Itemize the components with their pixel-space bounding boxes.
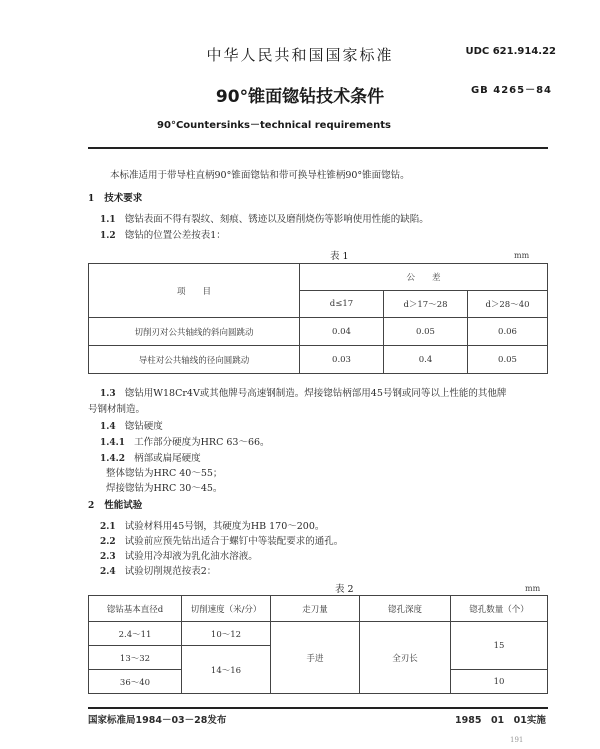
table-cell: 0.05	[468, 346, 548, 374]
clause-text: 试验用冷却液为乳化油水溶液。	[124, 551, 258, 562]
clause-1-4-1	[100, 434, 270, 448]
clause-text: 试验前应预先钻出适合于螺钉中等装配要求的通孔。	[124, 536, 344, 547]
clause-number: 1.2	[100, 231, 116, 241]
table-1-header-group: 公 差	[300, 264, 548, 291]
table-2-unit: mm	[525, 584, 541, 593]
clause-2-1	[100, 518, 324, 532]
table-cell: 15	[451, 622, 548, 670]
clause-2-4	[100, 563, 216, 577]
table-1	[88, 263, 548, 374]
table-cell: 0.06	[468, 318, 548, 346]
clause-1-4	[100, 418, 163, 432]
table-cell: 14～16	[182, 646, 271, 694]
page-number: 191	[510, 736, 524, 744]
table-1-header-item: 项 目	[89, 264, 300, 318]
clause-text: 锪钻表面不得有裂纹、刻痕、锈迹以及磨削烧伤等影响使用性能的缺陷。	[124, 214, 429, 225]
clause-text: 柄部或扁尾硬度	[134, 453, 201, 464]
table-1-unit: mm	[514, 251, 530, 260]
clause-1-2	[100, 227, 226, 241]
table-cell: 10～12	[182, 622, 271, 646]
clause-text: 试验材料用45号钢，其硬度为HB 170～200。	[124, 521, 325, 532]
issuer-heading: 中华人民共和国国家标准	[206, 46, 394, 64]
table-row	[89, 318, 548, 346]
issue-date: 国家标准局1984－03－28发布	[88, 715, 227, 726]
table-2-header: 锪孔数量（个）	[451, 596, 548, 622]
table-2-header: 锪孔深度	[360, 596, 451, 622]
table-cell: 10	[451, 670, 548, 694]
table-1-subheader: d＞28～40	[468, 291, 548, 318]
clause-number: 1.3	[100, 389, 116, 399]
hardness-integral: 整体锪钻为HRC 40～55；	[106, 468, 223, 479]
clause-number: 2.2	[100, 537, 116, 547]
document-title-cn: 90°锥面锪钻技术条件	[215, 87, 385, 107]
table-2-header: 走刀量	[271, 596, 360, 622]
section-2-heading	[88, 497, 142, 511]
clause-number: 2.1	[100, 522, 116, 532]
implementation-date: 1985 01 01实施	[455, 715, 546, 726]
table-row	[89, 622, 548, 646]
table-2	[88, 595, 548, 694]
section-1-heading	[88, 190, 142, 204]
clause-number: 2.3	[100, 552, 116, 562]
clause-number: 1.4	[100, 422, 116, 432]
table-cell: 切削刃对公共轴线的斜向圆跳动	[89, 318, 300, 346]
clause-number: 2.4	[100, 567, 116, 577]
table-cell: 2.4～11	[89, 622, 182, 646]
table-cell: 0.05	[384, 318, 468, 346]
table-1-subheader: d＞17～28	[384, 291, 468, 318]
section-title: 性能试验	[104, 500, 143, 511]
section-number: 2	[88, 501, 95, 511]
udc-code: UDC 621.914.22	[465, 46, 556, 57]
table-cell: 导柱对公共轴线的径向圆跳动	[89, 346, 300, 374]
clause-2-2	[100, 533, 343, 547]
table-2-header: 锪钻基本直径d	[89, 596, 182, 622]
bottom-rule	[88, 707, 548, 709]
table-cell: 36～40	[89, 670, 182, 694]
intro-paragraph: 本标准适用于带导柱直柄90°锥面锪钻和带可换导柱锥柄90°锥面锪钻。	[110, 170, 410, 181]
clause-text: 试验切削规范按表2：	[124, 566, 217, 577]
clause-text: 锪钻硬度	[124, 421, 163, 432]
section-title: 技术要求	[104, 193, 143, 204]
table-cell: 0.4	[384, 346, 468, 374]
standard-number: GB 4265－84	[470, 85, 552, 96]
clause-text: 锪钻的位置公差按表1：	[124, 230, 226, 241]
section-number: 1	[88, 194, 95, 204]
hardness-welded: 焊接锪钻为HRC 30～45。	[106, 483, 223, 494]
table-2-header: 切削速度（米/分）	[182, 596, 271, 622]
top-rule	[88, 147, 548, 149]
table-cell: 13～32	[89, 646, 182, 670]
clause-1-4-2	[100, 450, 201, 464]
clause-1-3-continued: 号钢材制造。	[88, 404, 146, 415]
document-title-en: 90°Countersinks－technical requirements	[157, 120, 391, 131]
clause-number: 1.4.2	[100, 454, 126, 464]
clause-text: 工作部分硬度为HRC 63～66。	[134, 437, 270, 448]
clause-1-1	[100, 211, 429, 225]
clause-2-3	[100, 548, 258, 562]
table-2-caption: 表 2	[335, 584, 354, 595]
table-row	[89, 346, 548, 374]
table-cell: 0.04	[300, 318, 384, 346]
clause-1-3	[100, 385, 506, 399]
table-1-caption: 表 1	[330, 251, 349, 262]
clause-number: 1.4.1	[100, 438, 126, 448]
table-cell: 手进	[271, 622, 360, 694]
clause-number: 1.1	[100, 215, 116, 225]
table-cell: 全刃长	[360, 622, 451, 694]
clause-text: 锪钻用W18Cr4V或其他牌号高速钢制造。焊接锪钻柄部用45号钢或同等以上性能的其他牌	[124, 388, 507, 399]
table-1-subheader: d≤17	[300, 291, 384, 318]
table-cell: 0.03	[300, 346, 384, 374]
